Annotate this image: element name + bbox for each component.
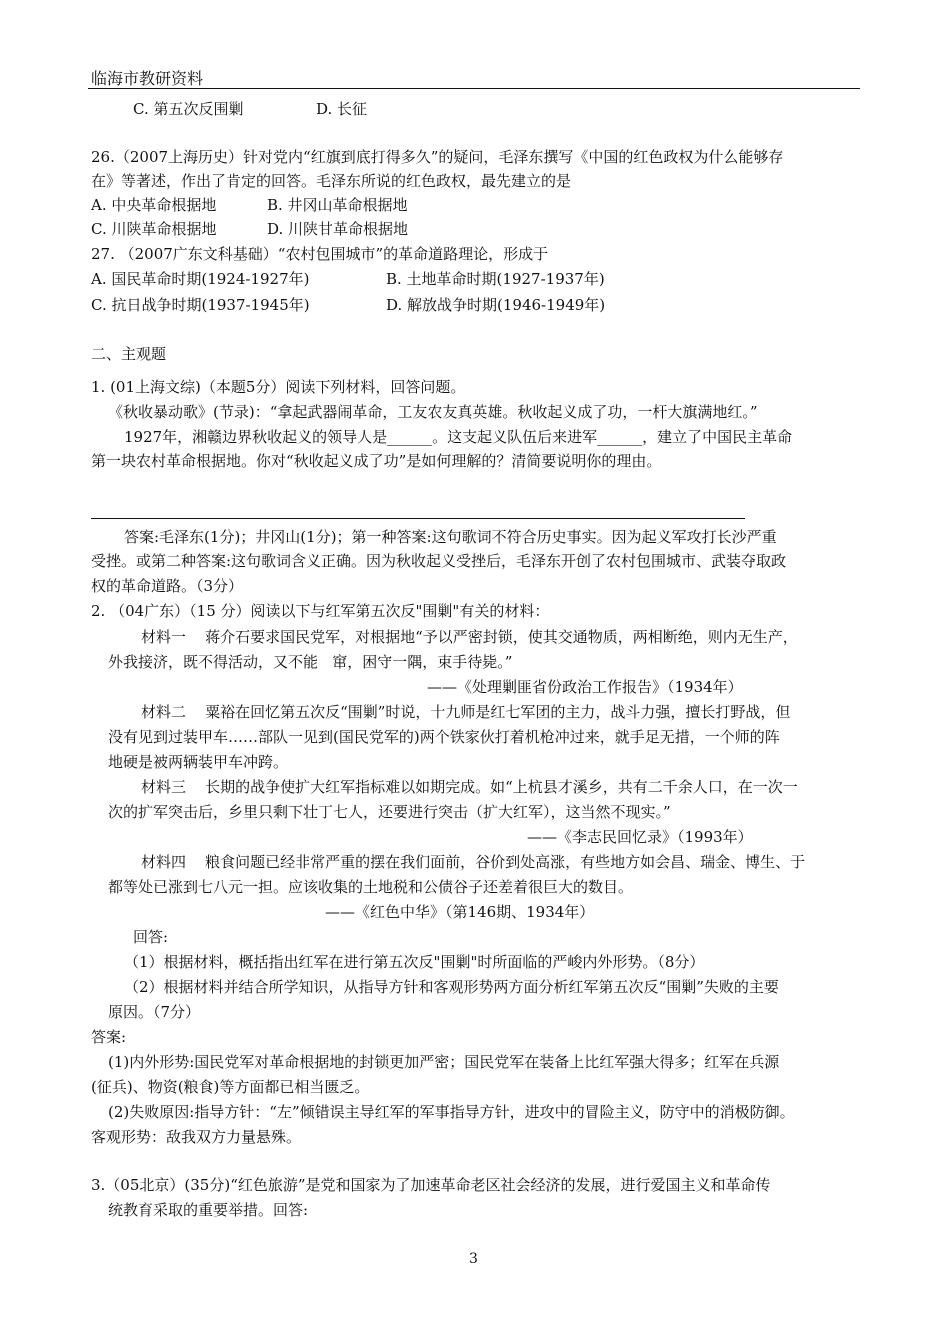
q27-option-d: D. 解放战争时期(1946-1949年) — [386, 296, 606, 314]
q26-option-d: D. 川陕甘革命根据地 — [267, 220, 409, 238]
s2-answer2-line1: (2)失败原因:指导方针：“左”倾错误主导红军的军事指导方针，进攻中的冒险主义，防守中的消极防御。 — [108, 1103, 795, 1121]
s2-material3-line2: 次的扩军突击后，乡里只剩下壮丁七人，还要进行突击（扩大红军），这当然不现实。” — [108, 803, 671, 821]
s2-material3-line1: 材料三 长期的战争使扩大红军指标难以如期完成。如“上杭县才溪乡，共有二千余人口，在一次一 — [141, 778, 798, 796]
s2-material3-source: ——《李志民回忆录》（1993年） — [527, 828, 753, 846]
s1-body-line1: 1927年，湘赣边界秋收起义的领导人是______。这支起义队伍后来进军______，建立了中国民主革命 — [124, 428, 793, 446]
s2-answer-prompt: 回答: — [133, 928, 169, 946]
q27-option-c: C. 抗日战争时期(1937-1945年) — [91, 296, 310, 314]
q26-stem-line1: 26.（2007上海历史）针对党内“红旗到底打得多久”的疑问，毛泽东撰写《中国的红色政权为什么能够存 — [91, 148, 784, 166]
s1-body-line2: 第一块农村革命根据地。你对“秋收起义成了功”是如何理解的？清简要说明你的理由。 — [91, 452, 662, 470]
q26-stem-line2: 在》等著述，作出了肯定的回答。毛泽东所说的红色政权，最先建立的是 — [91, 172, 572, 190]
s2-material4-source: ——《红色中华》（第146期、1934年） — [325, 903, 595, 921]
s1-answer-line2: 受挫。或第二种答案:这句歌词含义正确。因为秋收起义受挫后，毛泽东开创了农村包围城市、武装夺取政 — [91, 552, 787, 570]
s2-question2-line2: 原因。（7分） — [108, 1003, 201, 1021]
q26-option-b: B. 井冈山革命根据地 — [267, 196, 408, 214]
s1-stem: 1. (01上海文综)（本题5分）阅读下列材料，回答问题。 — [91, 378, 466, 396]
s2-material1-line1: 材料一 蒋介石要求国民党军，对根据地“予以严密封锁，使其交通物质，两相断绝，则内无生产， — [141, 628, 798, 646]
q26-option-a: A. 中央革命根据地 — [91, 196, 217, 214]
s2-answer1-line2: (征兵)、物资(粮食)等方面都已相当匮乏。 — [91, 1078, 370, 1096]
s2-question1: （1）根据材料，概括指出红军在进行第五次反"围剿"时所面临的严峻内外形势。（8分） — [124, 953, 705, 971]
s2-material1-source: ——《处理剿匪省份政治工作报告》（1934年） — [427, 678, 743, 696]
page-number: 3 — [469, 1251, 478, 1267]
s2-answer2-line2: 客观形势：敌我双方力量悬殊。 — [91, 1128, 302, 1146]
header-title: 临海市教研资料 — [91, 69, 204, 88]
s2-material4-line1: 材料四 粮食问题已经非常严重的摆在我们面前，谷价到处高涨，有些地方如会昌、瑞金、博生、于 — [141, 853, 806, 871]
s1-song: 《秋收暴动歌》(节录)：“拿起武器闹革命，工友农友真英雄。秋收起义成了功，一杆大旗满地红。” — [108, 403, 758, 421]
s2-material2-line3: 地硬是被两辆装甲车冲跨。 — [108, 753, 289, 771]
q27-option-a: A. 国民革命时期(1924-1927年) — [91, 270, 310, 288]
s2-question2-line1: （2）根据材料并结合所学知识，从指导方针和客观形势两方面分析红军第五次反“围剿”失败的主要 — [124, 978, 779, 996]
s2-answer1-line1: (1)内外形势:国民党军对革命根据地的封锁更加严密；国民党军在装备上比红军强大得多；红军在兵源 — [108, 1053, 780, 1071]
s2-answer-label: 答案: — [91, 1028, 127, 1046]
s3-stem-line1: 3.（05北京）(35分)“红色旅游”是党和国家为了加速革命老区社会经济的发展，进行爱国主义和革命传 — [91, 1176, 771, 1194]
s1-answer-line3: 权的革命道路。（3分） — [91, 577, 244, 595]
s2-material1-line2: 外我接济，既不得活动，又不能 窜，困守一隅，束手待毙。” — [108, 653, 513, 671]
s2-stem: 2. （04广东）（15 分）阅读以下与红军第五次反"围剿"有关的材料： — [91, 602, 550, 620]
q25-option-d: D. 长征 — [316, 100, 368, 118]
s2-material4-line2: 都等处已涨到七八元一担。应该收集的土地税和公债谷子还差着很巨大的数目。 — [108, 878, 634, 896]
q25-option-c: C. 第五次反围剿 — [133, 100, 244, 118]
q26-option-c: C. 川陕革命根据地 — [91, 220, 217, 238]
section-heading: 二、主观题 — [91, 345, 167, 363]
header-rule — [88, 88, 860, 89]
answer-blank-line — [91, 518, 745, 519]
s2-material2-line2: 没有见到过装甲车……部队一见到(国民党军的)两个铁家伙打着机枪冲过来，就手足无措，一个师的阵 — [108, 728, 780, 746]
s2-material2-line1: 材料二 粟裕在回忆第五次反“围剿”时说，十九师是红七军团的主力，战斗力强，擅长打野战，但 — [141, 703, 791, 721]
s3-stem-line2: 统教育采取的重要举措。回答: — [108, 1201, 309, 1219]
s1-answer-line1: 答案:毛泽东(1分)；井冈山(1分)；第一种答案:这句歌词不符合历史事实。因为起义军攻打长沙严重 — [124, 528, 777, 546]
q27-option-b: B. 土地革命时期(1927-1937年) — [386, 270, 605, 288]
q27-stem: 27. （2007广东文科基础）“农村包围城市”的革命道路理论，形成于 — [91, 245, 549, 263]
